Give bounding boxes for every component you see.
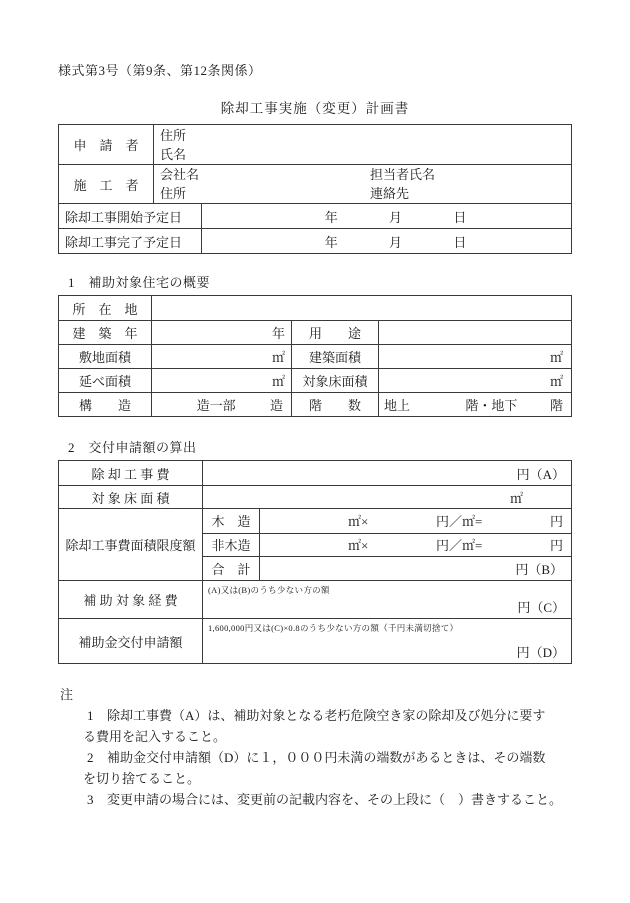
note-text: 除却工事費（A）は、補助対象となる老朽危険空き家の除却及び処分に要す xyxy=(107,708,546,723)
applicant-row xyxy=(59,125,571,164)
contact-label: 連絡先 xyxy=(370,186,410,201)
formula-unit2: 円／㎡= xyxy=(435,514,483,530)
building-area-label: 建築面積 xyxy=(291,345,378,368)
structure-field xyxy=(151,393,291,416)
note-item-2-cont: を切り捨てること。 xyxy=(83,771,201,786)
note-text: 補助金交付申請額（D）に１，０００円未満の端数があるときは、その端数 xyxy=(107,750,546,765)
floors-suffix: 階 xyxy=(549,398,563,413)
eligible-row xyxy=(59,580,571,618)
property-table xyxy=(58,295,572,417)
applicant-name-label: 氏名 xyxy=(160,146,187,162)
use-label: 用 途 xyxy=(291,321,378,344)
structure-label: 構 造 xyxy=(78,398,131,413)
applicant-address-label: 住所 xyxy=(160,127,187,143)
end-date-field xyxy=(201,229,571,253)
target-floor-label: 対象床面積 xyxy=(291,369,378,392)
nonwooden-formula xyxy=(259,534,571,557)
notes-heading: 注 xyxy=(60,687,74,702)
wooden-label: 木 造 xyxy=(211,514,251,530)
site-area-label: 敷地面積 xyxy=(78,350,131,365)
eligible-label: 補 助 対 象 経 費 xyxy=(83,593,178,608)
wooden-row xyxy=(203,509,571,533)
limit-label: 除却工事費面積限度額 xyxy=(65,538,196,553)
year-label: 年 xyxy=(324,209,338,225)
note-number: 1 xyxy=(87,708,94,723)
note-item-1 xyxy=(58,705,572,726)
eligible-note: (A)又は(B)のうち少ない方の額 xyxy=(208,585,330,595)
floor-unit: ㎡ xyxy=(509,490,523,506)
building-area-unit: ㎡ xyxy=(549,350,563,365)
limit-detail xyxy=(202,509,571,580)
year-label: 年 xyxy=(324,234,338,250)
formula-unit1: ㎡× xyxy=(347,514,369,530)
site-area-row xyxy=(59,344,571,368)
doc-title: 除却工事実施（変更）計画書 xyxy=(220,101,410,116)
note-number: 3 xyxy=(87,792,94,807)
section1-heading: 1 補助対象住宅の概要 xyxy=(68,275,211,290)
structure-row xyxy=(59,392,571,416)
section2-heading: 2 交付申請額の算出 xyxy=(68,440,197,455)
built-year-unit: 年 xyxy=(271,326,285,341)
floor-area-unit: ㎡ xyxy=(271,374,285,389)
subtotal-unit: 円（B） xyxy=(515,562,563,578)
grant-row xyxy=(59,618,571,663)
floor-area-row xyxy=(59,368,571,392)
contractor-address-label: 住所 xyxy=(160,186,187,201)
notes-section xyxy=(58,684,572,810)
site-area-unit: ㎡ xyxy=(271,350,285,365)
subtotal-label: 合 計 xyxy=(211,562,251,578)
contractor-fields xyxy=(153,165,571,203)
location-row xyxy=(59,296,571,320)
note-item-2 xyxy=(58,747,572,768)
use-field xyxy=(378,321,571,344)
nonwooden-row xyxy=(203,533,571,557)
formula-unit1: ㎡× xyxy=(347,538,369,554)
floor-area-label: 延べ面積 xyxy=(78,374,131,389)
day-label: 日 xyxy=(453,209,467,225)
calculation-table xyxy=(58,460,572,664)
month-label: 月 xyxy=(389,209,403,225)
target-floor-unit: ㎡ xyxy=(549,374,563,389)
floors-above: 地上 xyxy=(384,398,411,413)
grant-field xyxy=(202,619,571,663)
formula-unit3: 円 xyxy=(550,514,564,530)
applicant-label: 申 請 者 xyxy=(73,138,139,153)
structure-mid: 造一部 xyxy=(196,398,236,413)
formula-unit2: 円／㎡= xyxy=(435,538,483,554)
contractor-row xyxy=(59,164,571,203)
eligible-field xyxy=(202,581,571,618)
floors-label: 階 数 xyxy=(291,393,378,416)
start-date-row xyxy=(59,203,571,228)
applicant-table xyxy=(58,124,572,254)
contractor-label: 施 工 者 xyxy=(73,177,139,193)
note-text: 変更申請の場合には、変更前の記載内容を、その上段に（ ）書きすること。 xyxy=(107,792,563,807)
manager-label: 担当者氏名 xyxy=(370,167,436,182)
built-year-label: 建 築 年 xyxy=(72,326,138,341)
location-field xyxy=(151,296,571,320)
note-item-3 xyxy=(58,789,572,810)
applicant-fields xyxy=(153,125,571,164)
floors-field xyxy=(378,393,571,416)
formula-unit3: 円 xyxy=(550,538,564,554)
month-label: 月 xyxy=(389,234,403,250)
structure-suffix: 造 xyxy=(269,398,283,413)
company-label: 会社名 xyxy=(160,167,200,182)
grant-note: 1,600,000円又は(C)×0.8のうち少ない方の額（千円未満切捨て） xyxy=(208,623,459,633)
location-label: 所 在 地 xyxy=(72,301,138,317)
grant-unit: 円（D） xyxy=(516,645,565,660)
form-number: 様式第3号（第9条、第12条関係） xyxy=(58,63,262,78)
wooden-formula xyxy=(259,509,571,533)
start-date-field xyxy=(201,204,571,228)
grant-label: 補助金交付申請額 xyxy=(78,634,183,650)
note-item-1-cont: る費用を記入すること。 xyxy=(83,729,227,744)
note-number: 2 xyxy=(87,750,94,765)
subtotal-row xyxy=(203,556,571,580)
day-label: 日 xyxy=(453,234,467,250)
start-date-label: 除却工事開始予定日 xyxy=(65,209,183,225)
floor-row xyxy=(59,485,571,508)
limit-row xyxy=(59,508,571,580)
cost-unit: 円（A） xyxy=(516,466,565,482)
nonwooden-label: 非木造 xyxy=(211,538,251,554)
cost-label: 除 却 工 事 費 xyxy=(91,466,170,482)
end-date-row xyxy=(59,228,571,253)
cost-row xyxy=(59,461,571,485)
floors-mid: 階・地下 xyxy=(465,398,518,413)
floor-label: 対 象 床 面 積 xyxy=(91,490,170,506)
end-date-label: 除却工事完了予定日 xyxy=(65,234,183,250)
built-year-row xyxy=(59,320,571,344)
eligible-unit: 円（C） xyxy=(517,600,565,615)
